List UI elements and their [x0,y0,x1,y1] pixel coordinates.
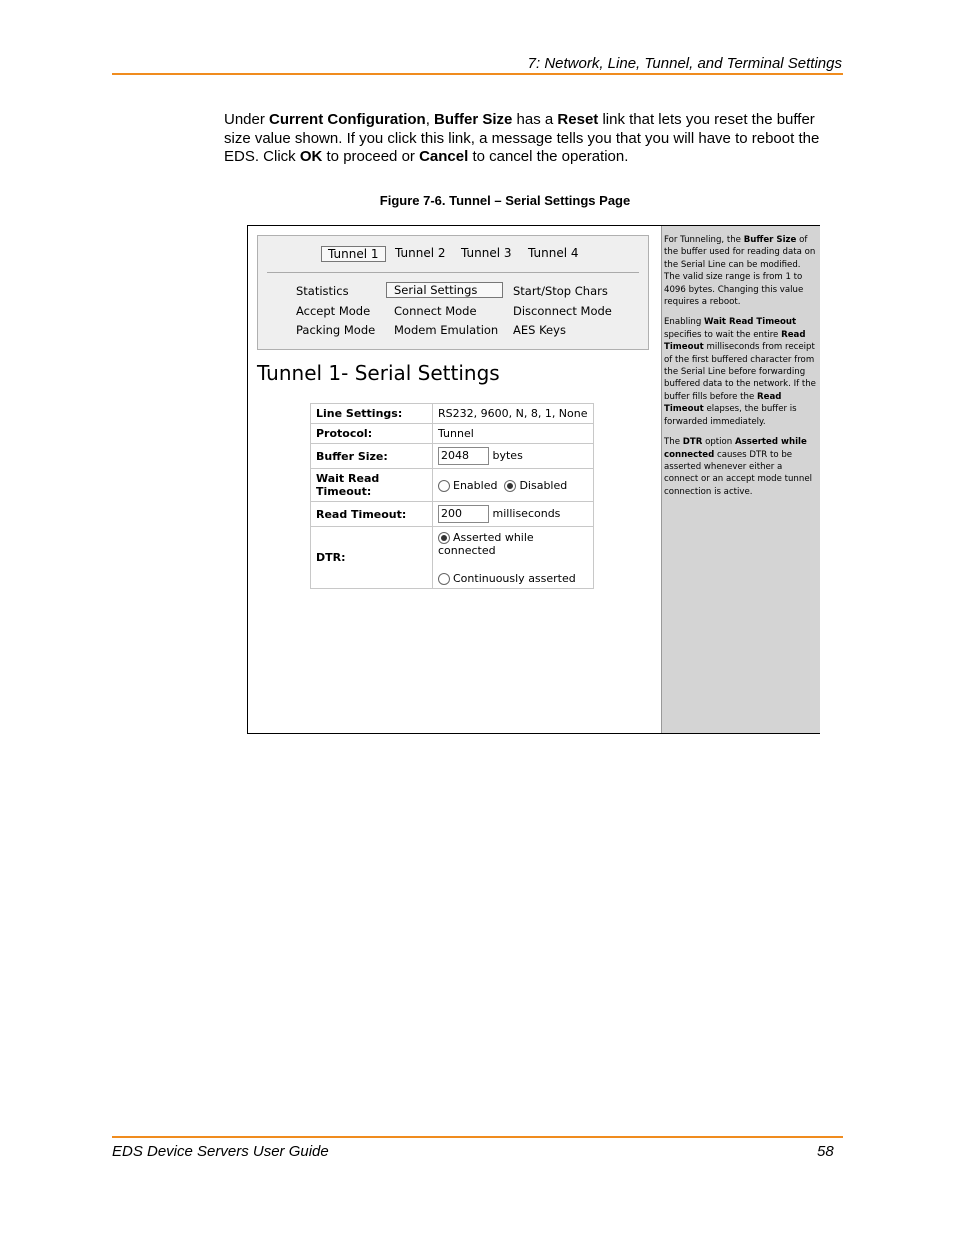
buffer-size-label: Buffer Size: [311,444,433,469]
serial-settings-table [310,403,594,589]
tab-tunnel-2[interactable]: Tunnel 2 [395,246,446,260]
dtr-option-1-label: Asserted while connected [438,531,534,557]
protocol-label: Protocol: [311,424,433,444]
link-start-stop-chars[interactable]: Start/Stop Chars [513,284,608,298]
dtr-label: DTR: [311,527,433,589]
link-serial-settings[interactable]: Serial Settings [386,282,503,298]
wait-read-timeout-cell [433,469,594,502]
link-aes-keys[interactable]: AES Keys [513,323,566,337]
table-row [311,424,594,444]
link-statistics[interactable]: Statistics [296,284,349,298]
nav-divider [267,272,639,273]
tab-tunnel-4[interactable]: Tunnel 4 [528,246,579,260]
buffer-size-unit: bytes [492,449,523,462]
figure-caption: Figure 7-6. Tunnel – Serial Settings Page [379,193,631,208]
help-paragraph-wait-read [664,316,817,428]
page-number: 58 [817,1143,834,1160]
dtr-continuous-radio[interactable] [438,573,450,585]
link-accept-mode[interactable]: Accept Mode [296,304,371,318]
dtr-option-1 [438,531,588,557]
help-text: of the buffer used for reading data on the Serial Line can be modified. The valid size range is from 1 to 4096 bytes. Changing this value requires a reboot. [664,235,816,308]
table-row [311,527,594,589]
enabled-label: Enabled [453,478,498,492]
help-text: Enabling [664,317,705,328]
tab-tunnel-1[interactable]: Tunnel 1 [321,246,386,262]
tunnel-nav-box [257,235,649,350]
para-text: , [425,111,435,128]
help-text: elapses, the buffer is forwarded immediately. [664,404,797,427]
help-text: For Tunneling, the [664,235,744,245]
wait-read-disabled-radio[interactable] [504,480,516,492]
help-bold: Read Timeout [664,329,806,353]
help-text: option [702,437,735,448]
para-bold-ok: OK [299,148,323,165]
help-text: The [664,437,683,448]
read-timeout-label: Read Timeout: [311,502,433,527]
body-paragraph [224,111,844,167]
help-bold: Read Timeout [664,391,782,415]
footer-rule [112,1136,843,1138]
link-disconnect-mode[interactable]: Disconnect Mode [513,304,612,318]
dtr-asserted-radio[interactable] [438,532,450,544]
tab-tunnel-3[interactable]: Tunnel 3 [461,246,512,260]
para-text: to proceed or [322,148,420,165]
para-bold-buffer-size: Buffer Size [434,111,513,128]
para-bold-cancel: Cancel [419,148,469,165]
help-bold: Buffer Size [743,235,797,245]
help-text: milliseconds from receipt of the first buffered character from the Serial Line before forwarding buffered data to the network. If the buffer fills before the [664,342,816,402]
link-packing-mode[interactable]: Packing Mode [296,323,376,337]
buffer-size-input[interactable]: 2048 [438,447,489,465]
table-row [311,404,594,424]
screenshot-figure [247,225,820,734]
help-text: specifies to wait the entire [664,329,782,340]
dtr-cell [433,527,594,589]
read-timeout-unit: milliseconds [492,507,561,520]
buffer-size-cell [433,444,594,469]
table-row [311,469,594,502]
read-timeout-input[interactable]: 200 [438,505,489,523]
wait-read-enabled-radio[interactable] [438,480,450,492]
para-bold-reset: Reset [557,111,599,128]
dtr-option-2 [438,572,588,585]
help-paragraph-dtr [664,436,817,498]
wait-read-timeout-label: Wait Read Timeout: [311,469,433,502]
page-heading: Tunnel 1- Serial Settings [257,361,500,385]
footer-guide-title: EDS Device Servers User Guide [112,1143,329,1160]
para-text: link that lets you reset the buffer size value shown. If you click this link, a message tells you that you will have to reboot the EDS. Click [224,111,820,165]
help-bold: Asserted while connected [664,437,807,460]
table-row [311,502,594,527]
help-paragraph-buffer [664,234,817,308]
line-settings-label: Line Settings: [311,404,433,424]
header-rule [112,73,843,75]
line-settings-value: RS232, 9600, N, 8, 1, None [433,404,594,424]
link-modem-emulation[interactable]: Modem Emulation [394,323,499,337]
dtr-option-2-label: Continuously asserted [453,572,576,585]
para-bold-current-configuration: Current Configuration [269,111,426,128]
table-row [311,444,594,469]
read-timeout-cell [433,502,594,527]
link-connect-mode[interactable]: Connect Mode [394,304,477,318]
protocol-value: Tunnel [433,424,594,444]
disabled-label: Disabled [519,478,568,492]
para-text: has a [512,111,558,128]
help-bold: Wait Read Timeout [704,317,797,328]
help-panel [661,226,820,733]
help-bold: DTR [682,437,703,448]
running-header-title: 7: Network, Line, Tunnel, and Terminal Settings [527,55,842,72]
para-text: to cancel the operation. [468,148,629,165]
help-text: causes DTR to be asserted whenever either a connect or an accept mode tunnel connection is active. [664,449,813,497]
para-text: Under [224,111,270,128]
